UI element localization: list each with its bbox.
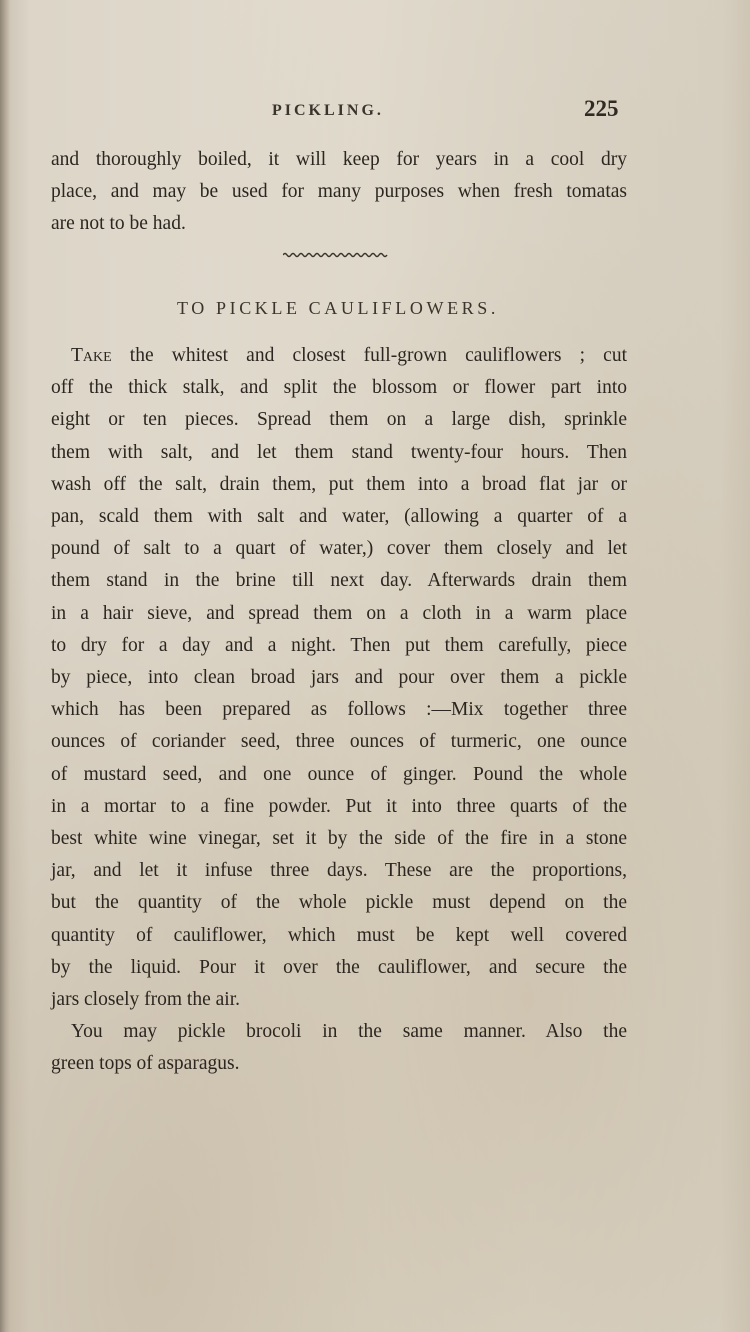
text-line: by piece, into clean broad jars and pour over them a pickle [51,667,627,689]
text-line: quantity of cauliflower, which must be kept well covered [51,924,627,946]
text-line: You may pickle brocoli in the same manner. Also the [71,1021,627,1043]
text-line: pound of salt to a quart of water,) cover them closely and let [51,538,627,560]
text-line: wash off the salt, drain them, put them into a broad flat jar or [51,473,627,495]
text-line: of mustard seed, and one ounce of ginger. Pound the whole [51,763,627,785]
text-line: by the liquid. Pour it over the cauliflower, and secure the [51,956,627,978]
text-line: which has been prepared as follows :—Mix together three [51,699,627,721]
section-divider-ornament [283,250,389,260]
text-line: but the quantity of the whole pickle must depend on the [51,892,627,914]
text-line: off the thick stalk, and split the blossom or flower part into [51,377,627,399]
continued-paragraph [51,144,627,241]
text-line: in a mortar to a fine powder. Put it into three quarts of the [51,795,627,817]
section-title: TO PICKLE CAULIFLOWERS. [177,298,499,318]
paragraph-2 [51,1016,627,1080]
running-head: PICKLING. [272,102,384,119]
text-line: are not to be had. [51,213,186,235]
text-line: to dry for a day and a night. Then put them carefully, piece [51,634,627,656]
text-line: pan, scald them with salt and water, (allowing a quarter of a [51,506,627,528]
paragraph-1 [51,340,627,1016]
text-line: and thoroughly boiled, it will keep for years in a cool dry [51,149,627,170]
text-line-rest: the whitest and closest full-grown cauliflowers ; cut [111,345,627,366]
text-line: eight or ten pieces. Spread them on a large dish, sprinkle [51,409,627,431]
page-header [0,96,750,130]
drop-word: Take [71,345,112,366]
page-gutter-shadow [0,0,10,1332]
recipe-body [51,340,627,1081]
text-line: ounces of coriander seed, three ounces of turmeric, one ounce [51,731,627,753]
text-line: in a hair sieve, and spread them on a cloth in a warm place [51,602,627,624]
text-line: them stand in the brine till next day. Afterwards drain them [51,570,627,592]
text-line: jars closely from the air. [51,989,240,1011]
text-line: place, and may be used for many purposes when fresh tomatas [51,181,627,203]
text-line: jar, and let it infuse three days. These are the proportions, [51,860,627,882]
page-number: 225 [584,96,619,121]
text-line: green tops of asparagus. [51,1053,240,1075]
text-line [51,340,627,372]
text-line: them with salt, and let them stand twenty-four hours. Then [51,441,627,463]
text-line: best white wine vinegar, set it by the side of the fire in a stone [51,828,627,850]
